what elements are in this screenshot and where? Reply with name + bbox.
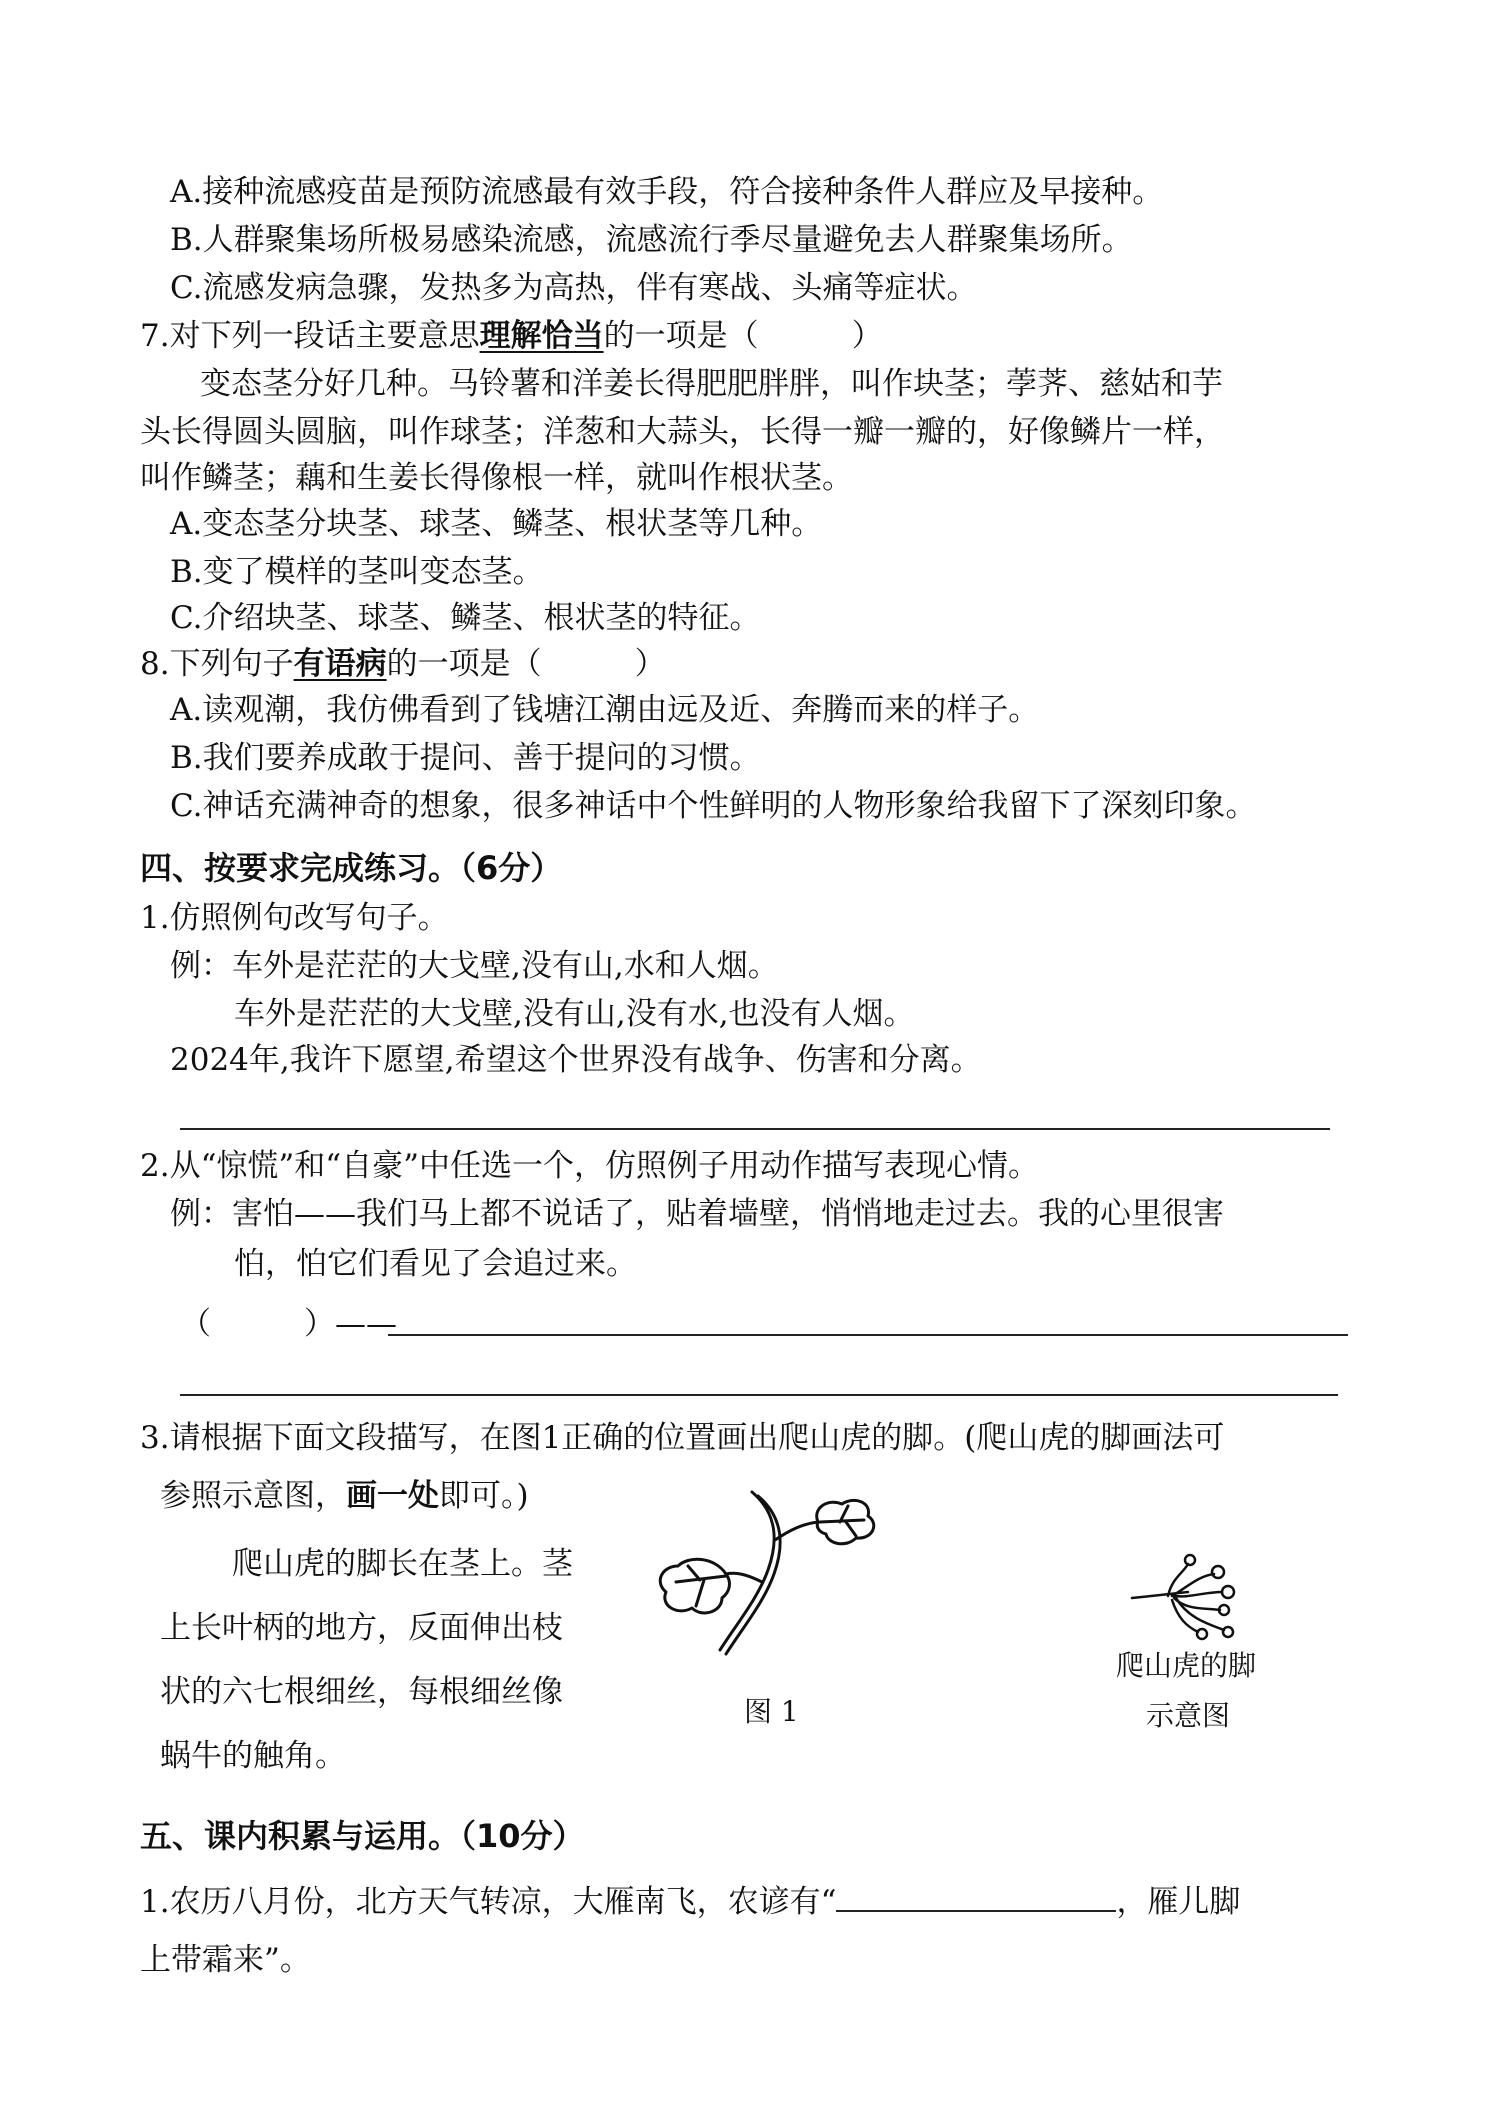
q7-stem-pre: 7.对下列一段话主要意思 [140, 318, 480, 354]
q6-option-c: C.流感发病急骤，发热多为高热，伴有寒战、头痛等症状。 [170, 270, 978, 306]
s4-q1-example-2: 车外是茫茫的大戈壁,没有山,没有水,也没有人烟。 [234, 996, 915, 1032]
s4-q2-stem: 2.从“惊慌”和“自豪”中任选一个，仿照例子用动作描写表现心情。 [140, 1148, 1039, 1184]
s4-q3-stem-2-pre: 参照示意图， [160, 1478, 346, 1514]
q7-stem-post: 的一项是（ ） [603, 318, 883, 354]
s5-q1-pre: 1.农历八月份，北方天气转凉，大雁南飞，农谚有“ [140, 1884, 837, 1920]
q7-passage-line-1: 变态茎分好几种。马铃薯和洋姜长得肥肥胖胖，叫作块茎；荸荠、慈姑和芋 [200, 366, 1223, 402]
s5-q1-line-1 [140, 1880, 1240, 1922]
q7-option-b: B.变了模样的茎叫变态茎。 [170, 554, 544, 590]
section5-heading: 五、课内积累与运用。（10分） [140, 1817, 585, 1855]
q8-option-b: B.我们要养成敢于提问、善于提问的习惯。 [170, 740, 761, 776]
s4-q3-passage-line-1: 爬山虎的脚长在茎上。茎 [232, 1546, 573, 1582]
figure-2-caption-line-2: 示意图 [1146, 1699, 1231, 1732]
s4-q2-example-2: 怕，怕它们看见了会追过来。 [234, 1246, 637, 1282]
q7-stem [140, 316, 883, 356]
s4-q1-stem: 1.仿照例句改写句子。 [140, 900, 449, 936]
q7-option-c: C.介绍块茎、球茎、鳞茎、根状茎的特征。 [170, 600, 761, 636]
q8-stem-post: 的一项是（ ） [386, 646, 666, 682]
s4-q2-answer-line-2[interactable] [180, 1394, 1338, 1396]
section4-heading: 四、按要求完成练习。（6分） [140, 849, 563, 887]
figure-2-caption-line-1: 爬山虎的脚 [1116, 1649, 1257, 1682]
s5-q1-post: ，雁儿脚 [1116, 1884, 1241, 1920]
q7-passage-line-2: 头长得圆头圆脑，叫作球茎；洋葱和大蒜头，长得一瓣一瓣的，好像鳞片一样， [140, 414, 1225, 450]
s4-q2-answer-prefix: （ ）—— [180, 1306, 397, 1342]
s4-q3-passage-line-4: 蜗牛的触角。 [160, 1738, 346, 1774]
s4-q1-answer-line[interactable] [180, 1128, 1330, 1130]
s4-q3-passage-line-3: 状的六七根细丝，每根细丝像 [160, 1674, 563, 1710]
ivy-figure-1[interactable] [650, 1482, 900, 1672]
s5-q1-blank[interactable] [836, 1880, 1116, 1912]
q6-option-b: B.人群聚集场所极易感染流感，流感流行季尽量避免去人群聚集场所。 [170, 222, 1133, 258]
q8-stem-pre: 8.下列句子 [140, 646, 294, 682]
q6-option-a: A.接种流感疫苗是预防流感最有效手段，符合接种条件人群应及早接种。 [170, 174, 1164, 210]
s4-q3-passage-line-2: 上长叶柄的地方，反面伸出枝 [160, 1610, 563, 1646]
s4-q2-example-1: 例：害怕——我们马上都不说话了，贴着墙壁，悄悄地走过去。我的心里很害 [170, 1196, 1224, 1232]
s4-q3-stem-2-post: 即可。) [439, 1478, 529, 1514]
q8-stem-emphasis: 有语病 [293, 646, 387, 682]
q8-stem [140, 644, 666, 684]
s4-q1-example-1: 例：车外是茫茫的大戈壁,没有山,水和人烟。 [170, 948, 779, 984]
q8-option-c: C.神话充满神奇的想象，很多神话中个性鲜明的人物形象给我留下了深刻印象。 [170, 788, 1257, 824]
s4-q3-stem: 3.请根据下面文段描写，在图1正确的位置画出爬山虎的脚。(爬山虎的脚画法可 [140, 1420, 1225, 1456]
s4-q3-stem-2 [160, 1476, 529, 1516]
q8-option-a: A.读观潮，我仿佛看到了钱塘江潮由远及近、奔腾而来的样子。 [170, 692, 1040, 728]
q7-option-a: A.变态茎分块茎、球茎、鳞茎、根状茎等几种。 [170, 506, 823, 542]
q7-stem-emphasis: 理解恰当 [479, 318, 604, 354]
s5-q1-line-2: 上带霜来”。 [140, 1942, 311, 1978]
ivy-foot-schematic-figure [1128, 1548, 1268, 1648]
q7-passage-line-3: 叫作鳞茎；藕和生姜长得像根一样，就叫作根状茎。 [140, 460, 853, 496]
s4-q1-task: 2024年,我许下愿望,希望这个世界没有战争、伤害和分离。 [170, 1042, 982, 1078]
s4-q2-answer-line-1[interactable] [388, 1334, 1348, 1336]
figure-1-caption: 图 1 [744, 1695, 799, 1728]
s4-q3-stem-2-emphasis: 画一处 [346, 1478, 439, 1514]
